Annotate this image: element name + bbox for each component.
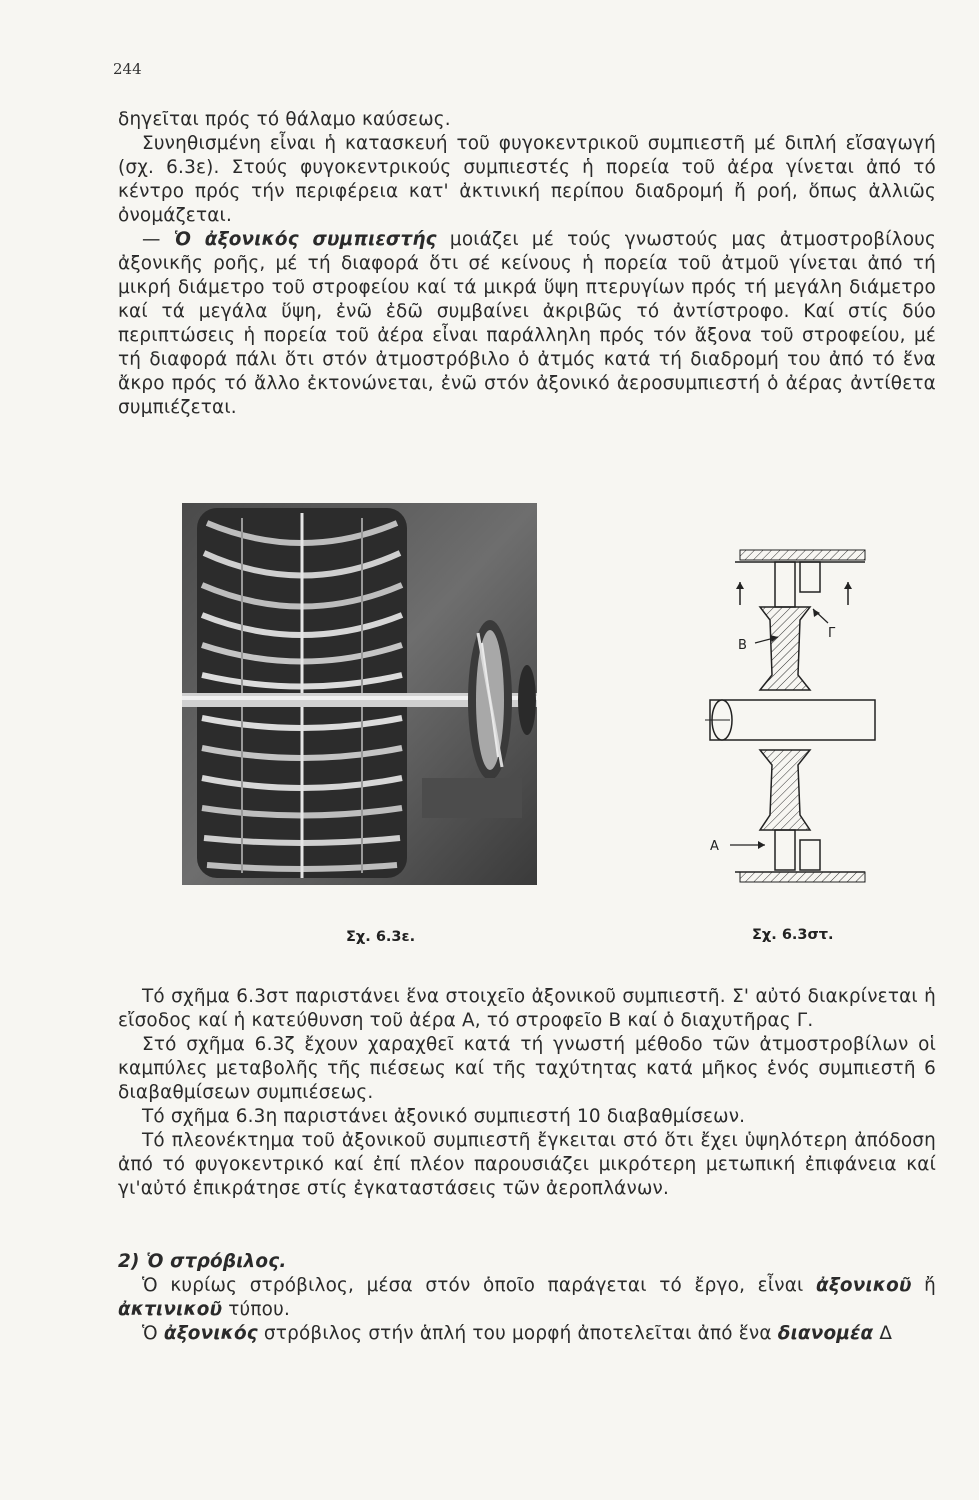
paragraph-figure-6-3h: Τό σχῆμα 6.3η παριστάνει ἀξονικό συμπιεστή 10 διαβαθμίσεων. xyxy=(142,1106,746,1127)
axial-compressor-text: μοιάζει μέ τούς γνωστούς μας ἀτμοστροβίλους ἀξονικῆς ροῆς, μέ τή διαφορά ὅτι σέ κείνους ἡ πορεία τοῦ ἀτμοῦ γίνεται ἀπό τή μικρή διάμετρο τοῦ στροφείου καί τά μικρά ὕψη πτερυγίων πρός τή μεγάλη διάμετρο καί τά μεγάλα ὕψη, ἐνῶ ἐδῶ συμβαίνει ἀκριβῶς τό ἀντίστροφο. Καί στίς δύο περιπτώσεις ἡ πορεία τοῦ ἀέρα εἶναι παράλληλη πρός τόν ἄξονα τοῦ στροφείου, μέ τή διαφορά πάλι ὅτι στόν ἀτμοστρόβιλο ὁ ἀτμός κατά τή διαδρομή του ἀπό τό ἕνα ἄκρο πρός τό ἄλλο ἐκτονώνεται, ἐνῶ στόν ἀξονικό ἀεροσυμπιεστή ὁ ἀέρας ἀντίθετα συμπιέζεται. xyxy=(118,229,936,418)
middle-text-block xyxy=(118,985,936,1201)
label-g: Γ xyxy=(828,626,836,641)
bottom-casing xyxy=(740,872,865,882)
paragraph-centrifugal: Συνηθισμένη εἶναι ἡ κατασκευή τοῦ φυγοκεντρικοῦ συμπιεστῆ μέ διπλή εἴσαγωγή (σχ. 6.3ε). Στούς φυγοκεντρικούς συμπιεστές ἡ πορεία τοῦ ἀέρα γίνεται ἀπό τό κέντρο πρός τήν περιφέρεια κατ' ἀκτινική περίπου διαδρομή ἤ ροή, ὅπως ἀλλιῶς ὀνομάζεται. xyxy=(118,133,936,226)
text-run: Ὁ xyxy=(142,1323,164,1344)
paragraph-turbine-types xyxy=(118,1274,936,1322)
top-casing xyxy=(740,550,865,560)
turbine-section xyxy=(118,1250,936,1346)
term-axial-turbine: ἀξονικός xyxy=(163,1323,258,1344)
axial-compressor-term: Ὁ ἀξονικός συμπιεστής xyxy=(173,229,437,250)
page-number: 244 xyxy=(113,60,142,78)
paragraph-axial-compressor xyxy=(118,228,936,420)
figure-caption-6-3e: Σχ. 6.3ε. xyxy=(346,929,416,945)
rotor-disc-lower xyxy=(760,750,810,830)
paragraph-advantage: Τό πλεονέκτημα τοῦ ἀξονικοῦ συμπιεστῆ ἔγκειται στό ὅτι ἔχει ὑψηλότερη ἀπόδοση ἀπό τό φυγοκεντρικό καί ἐπί πλέον παρουσιάζει μικρότερη μετωπική ἐπιφάνεια καί γι'αὐτό ἐπικράτησε στίς ἐγκαταστάσεις τῶν ἀεροπλάνων. xyxy=(118,1130,936,1199)
paragraph-figure-6-3z: Στό σχῆμα 6.3ζ ἔχουν χαραχθεῖ κατά τή γνωστή μέθοδο τῶν ἀτμοστροβίλων οἱ καμπύλες μεταβολῆς τῆς πιέσεως καί τῆς ταχύτητας κατά μῆκος ἑνός συμπιεστῆ 6 διαβαθμίσεων συμπιέσεως. xyxy=(118,1034,936,1103)
label-b: Β xyxy=(738,638,747,653)
shaft xyxy=(710,700,875,740)
text-run: ἤ xyxy=(911,1275,936,1296)
top-rotor-blade xyxy=(775,562,795,607)
paragraph-continuation: δηγεῖται πρός τό θάλαμο καύσεως. xyxy=(118,109,451,130)
text-run: στρόβιλος στήν ἁπλή του μορφή ἀποτελεῖται ἀπό ἕνα xyxy=(257,1323,778,1344)
text-run: τύπου. xyxy=(222,1299,290,1320)
text-run: Δ xyxy=(873,1323,893,1344)
paragraph-figure-6-3st: Τό σχῆμα 6.3στ παριστάνει ἕνα στοιχεῖο ἀξονικοῦ συμπιεστῆ. Σ' αὐτό διακρίνεται ἡ εἴσοδος καί ἡ κατεύθυνση τοῦ ἀέρα Α, τό στροφεῖο Β καί ὁ διαχυτῆρας Γ. xyxy=(118,986,936,1031)
section-heading-turbine: 2) Ὁ στρόβιλος. xyxy=(118,1251,287,1272)
term-distributor: διανομέα xyxy=(777,1323,874,1344)
diffuser-blade xyxy=(800,562,820,592)
term-axial: ἀξονικοῦ xyxy=(816,1275,912,1296)
axial-compressor-stage-diagram xyxy=(700,545,880,885)
label-a: Α xyxy=(710,839,719,854)
paragraph-axial-turbine xyxy=(118,1322,936,1346)
figure-caption-6-3st: Σχ. 6.3στ. xyxy=(752,927,834,943)
axial-compressor-rotor-photo xyxy=(182,503,537,885)
text-run: Ὁ κυρίως στρόβιλος, μέσα στόν ὁποῖο παράγεται τό ἔργο, εἶναι xyxy=(142,1275,817,1296)
dash-prefix: — xyxy=(142,229,174,250)
rotor-disc-upper xyxy=(760,607,810,690)
top-text-block xyxy=(118,108,936,420)
term-radial: ἀκτινικοῦ xyxy=(118,1299,223,1320)
